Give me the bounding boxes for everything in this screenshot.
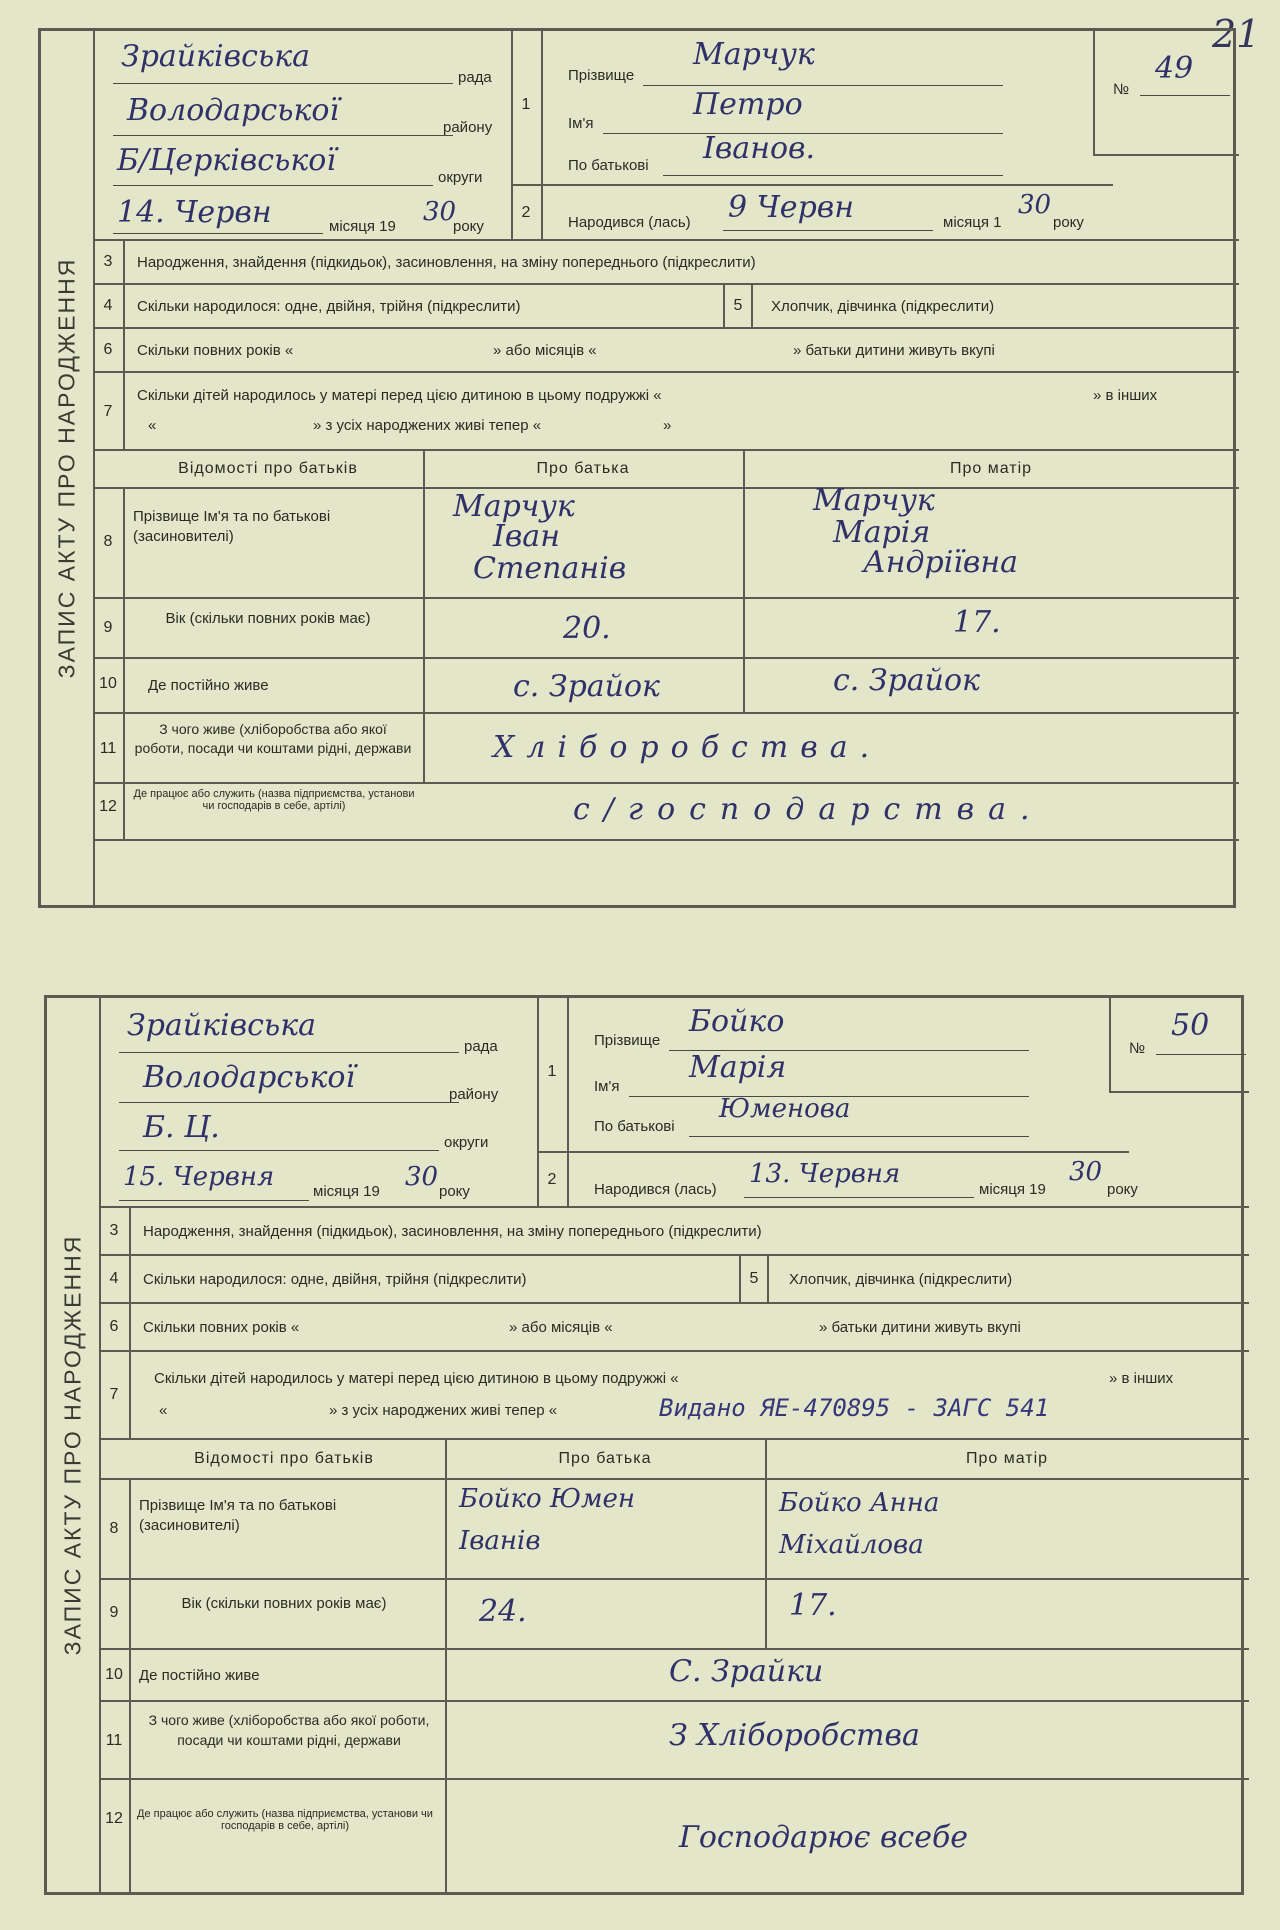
row-8-names: 8 Прізвище Ім'я та по батькові (засиновителі) Бойко Юмен Іванів Бойко Анна Міхайлова bbox=[99, 1480, 1249, 1580]
reg-year-label: року bbox=[439, 1183, 470, 1200]
row-4-5: 4 Скільки народилося: одне, двійня, трійня (підкреслити) 5 Хлопчик, дівчинка (підкреслити) bbox=[99, 1256, 1249, 1304]
mother-age: 17. bbox=[789, 1588, 837, 1623]
occupation-value: З Хліборобства bbox=[669, 1718, 920, 1753]
okruh-value: Б. Ц. bbox=[143, 1110, 220, 1145]
residence-value: С. Зрайки bbox=[669, 1654, 824, 1689]
born-year-value: 30 bbox=[1069, 1157, 1103, 1187]
workplace-value: Господарює всебе bbox=[679, 1820, 969, 1855]
birth-date bbox=[543, 186, 1239, 241]
row-10-residence: 10 Де постійно живе С. Зрайки bbox=[99, 1650, 1249, 1702]
reg-year-value: 30 bbox=[405, 1162, 439, 1192]
record-form bbox=[93, 31, 1233, 905]
child-patronymic-value: Іванов. bbox=[703, 131, 816, 166]
mother-name: Марія bbox=[833, 515, 931, 550]
born-day-value: 13. Червня bbox=[749, 1159, 901, 1189]
patronymic-label: По батькові bbox=[594, 1118, 675, 1135]
raion-value: Володарської bbox=[127, 93, 340, 128]
child-identity bbox=[543, 31, 1113, 186]
rada-label: рада bbox=[458, 69, 492, 86]
father-surname: Марчук bbox=[453, 489, 575, 524]
reg-month-label: місяця 19 bbox=[329, 218, 396, 235]
issued-note: Видано ЯЕ-470895 - ЗАГС 541 bbox=[659, 1394, 1050, 1422]
row-8-names: 8 Прізвище Ім'я та по батькові (засиновителі) Марчук Іван Степанів Марчук Марія Андріївна bbox=[93, 489, 1239, 599]
row-6: 6 Скільки повних років « » або місяців « » батьки дитини живуть вкупі bbox=[93, 329, 1239, 373]
reg-year-label: року bbox=[453, 218, 484, 235]
name-label: Ім'я bbox=[568, 115, 594, 132]
record-number-box bbox=[1093, 31, 1239, 156]
registration-date bbox=[99, 1158, 539, 1208]
rada-value: Зрайківська bbox=[127, 1008, 317, 1043]
row-3: 3 Народження, знайдення (підкидьок), засиновлення, на зміну попереднього (підкреслити) bbox=[99, 1208, 1249, 1256]
workplace-value: с/господарства. bbox=[573, 792, 1044, 827]
reg-day-value: 14. Червн bbox=[117, 195, 272, 230]
patronymic-label: По батькові bbox=[568, 157, 649, 174]
okruh-label: округи bbox=[438, 169, 483, 186]
father-age: 20. bbox=[563, 611, 611, 646]
row-11-occupation: 11 З чого живе (хліборобства або якої роботи, посади чи коштами рідні, держави З Хліборобства bbox=[99, 1702, 1249, 1780]
row-10-residence: 10 Де постійно живе с. Зрайок с. Зрайок bbox=[93, 659, 1239, 714]
side-title: ЗАПИС АКТУ ПРО НАРОДЖЕННЯ bbox=[41, 31, 95, 905]
mother-residence: с. Зрайок bbox=[833, 663, 980, 698]
father-patronymic: Степанів bbox=[473, 551, 627, 586]
born-year-label: року bbox=[1107, 1181, 1138, 1198]
row-9-age: 9 Вік (скільки повних років має) 20. 17. bbox=[93, 599, 1239, 659]
record-form bbox=[99, 998, 1241, 1892]
registration-date bbox=[93, 191, 513, 241]
mother-surname: Марчук bbox=[813, 483, 935, 518]
row-6: 6 Скільки повних років « » або місяців « » батьки дитини живуть вкупі bbox=[99, 1304, 1249, 1352]
born-label: Народився (лась) bbox=[568, 214, 691, 231]
row-1-num: 1 bbox=[513, 31, 543, 186]
record-number-value: 49 bbox=[1155, 51, 1194, 86]
raion-label: району bbox=[449, 1086, 499, 1103]
reg-day-value: 15. Червня bbox=[123, 1162, 275, 1192]
surname-label: Прізвище bbox=[594, 1032, 661, 1049]
row-7: 7 Скільки дітей народилось у матері перед цією дитиною в цьому подружжі « » в інших « » з усіх народжених живі тепер « Видано ЯЕ-470895 - ЗАГС 541 bbox=[99, 1352, 1249, 1440]
record-number-box bbox=[1109, 998, 1249, 1093]
row-11-occupation: 11 З чого живе (хліборобства або якої роботи, посади чи коштами рідні, держави Хліборобства. bbox=[93, 714, 1239, 784]
mother-name-line2: Міхайлова bbox=[779, 1530, 924, 1560]
row-1-num: 1 bbox=[539, 998, 569, 1153]
rada-value: Зрайківська bbox=[121, 39, 311, 74]
raion-label: району bbox=[443, 119, 493, 136]
child-surname-value: Бойко bbox=[689, 1004, 785, 1039]
child-surname-value: Марчук bbox=[693, 37, 815, 72]
page-number: 21 bbox=[1212, 12, 1261, 56]
row-4-5: 4 Скільки народилося: одне, двійня, трійня (підкреслити) 5 Хлопчик, дівчинка (підкреслити) bbox=[93, 285, 1239, 329]
born-day-value: 9 Червн bbox=[728, 190, 854, 225]
surname-label: Прізвище bbox=[568, 67, 635, 84]
mother-patronymic: Андріївна bbox=[863, 545, 1018, 580]
birth-record-50 bbox=[44, 995, 1244, 1895]
father-residence: с. Зрайок bbox=[513, 669, 660, 704]
parents-header: Відомості про батьків Про батька Про матір bbox=[99, 1440, 1249, 1480]
born-label: Народився (лась) bbox=[594, 1181, 717, 1198]
father-name-line2: Іванів bbox=[459, 1526, 541, 1556]
father-name-line1: Бойко Юмен bbox=[459, 1484, 636, 1514]
mother-name-line1: Бойко Анна bbox=[779, 1488, 940, 1518]
born-month-label: місяця 19 bbox=[979, 1181, 1046, 1198]
record-number-value: 50 bbox=[1171, 1008, 1210, 1043]
name-label: Ім'я bbox=[594, 1078, 620, 1095]
row-12-workplace: 12 Де працює або служить (назва підприємства, установи чи господарів в себе, артілі) Господарює всебе bbox=[99, 1780, 1249, 1892]
row-9-age: 9 Вік (скільки повних років має) 24. 17. bbox=[99, 1580, 1249, 1650]
reg-year-value: 30 bbox=[423, 197, 457, 227]
number-label: № bbox=[1129, 1040, 1146, 1057]
child-identity bbox=[569, 998, 1129, 1153]
side-title: ЗАПИС АКТУ ПРО НАРОДЖЕННЯ bbox=[47, 998, 101, 1892]
father-age: 24. bbox=[479, 1594, 527, 1629]
birth-record-49 bbox=[38, 28, 1236, 908]
number-label: № bbox=[1113, 81, 1130, 98]
row-12-workplace: 12 Де працює або служить (назва підприємства, установи чи господарів в себе, артілі) с/господарства. bbox=[93, 784, 1239, 904]
reg-month-label: місяця 19 bbox=[313, 1183, 380, 1200]
rada-label: рада bbox=[464, 1038, 498, 1055]
child-name-value: Марія bbox=[689, 1050, 787, 1085]
raion-value: Володарської bbox=[143, 1060, 356, 1095]
occupation-value: Хліборобства. bbox=[493, 730, 882, 765]
born-year-value: 30 bbox=[1018, 190, 1052, 220]
okruh-label: округи bbox=[444, 1134, 489, 1151]
row-3: 3 Народження, знайдення (підкидьок), засиновлення, на зміну попереднього (підкреслити) bbox=[93, 241, 1239, 285]
row-7: 7 Скільки дітей народилось у матері перед цією дитиною в цьому подружжі « » в інших « » з усіх народжених живі тепер « » bbox=[93, 373, 1239, 451]
child-name-value: Петро bbox=[693, 87, 803, 122]
birth-date bbox=[569, 1153, 1249, 1208]
child-patronymic-value: Юменова bbox=[719, 1094, 851, 1124]
mother-age: 17. bbox=[953, 605, 1001, 640]
born-month-label: місяця 1 bbox=[943, 214, 1002, 231]
born-year-label: року bbox=[1053, 214, 1084, 231]
row-2-num: 2 bbox=[539, 1153, 569, 1208]
row-2-num: 2 bbox=[513, 186, 543, 241]
okruh-value: Б/Церківської bbox=[117, 143, 336, 178]
father-name: Іван bbox=[493, 519, 560, 554]
parents-header: Відомості про батьків Про батька Про матір bbox=[93, 451, 1239, 489]
